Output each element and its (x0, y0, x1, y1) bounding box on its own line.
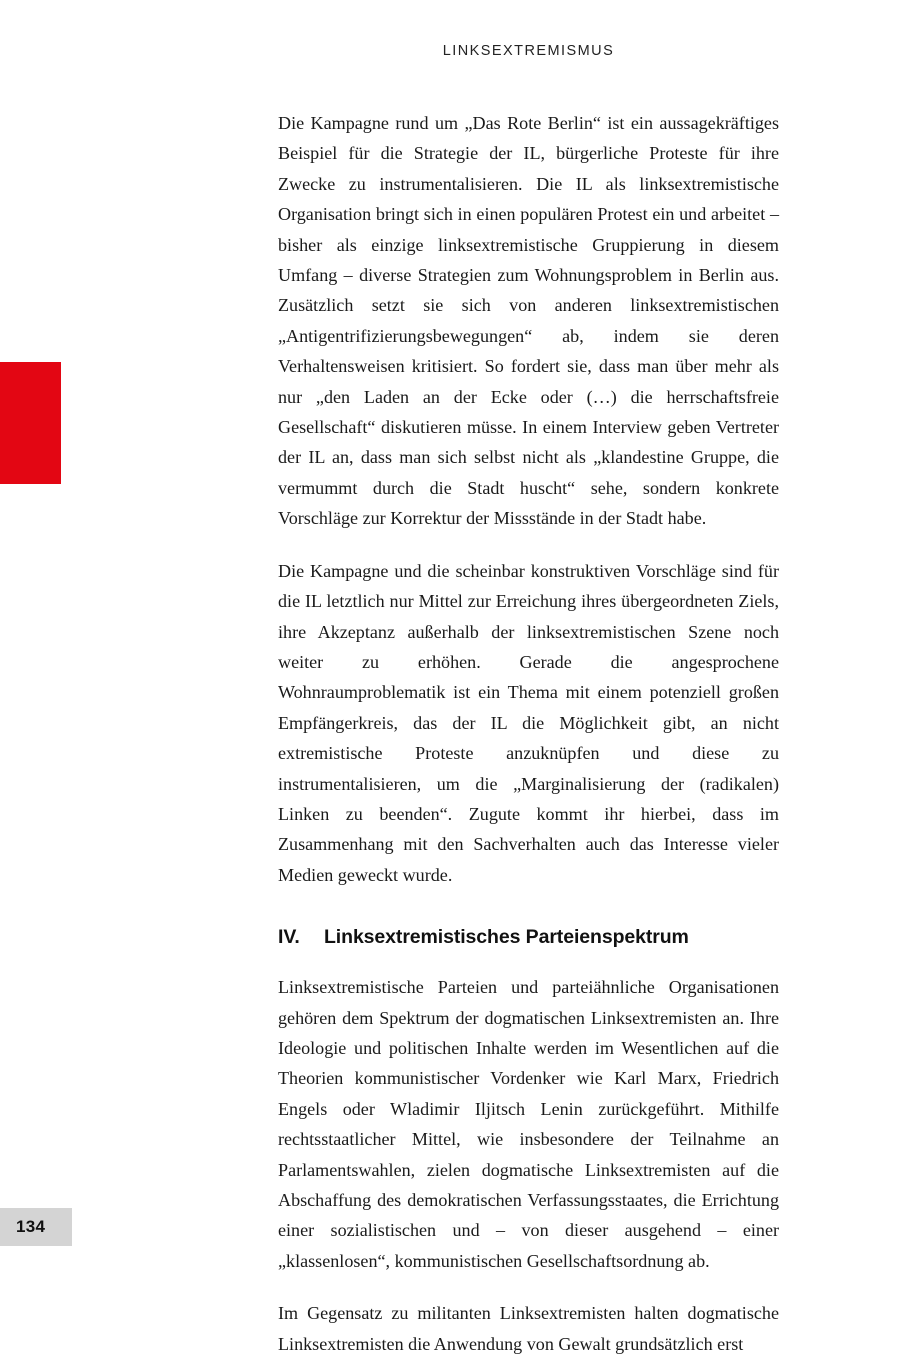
section-heading-numeral: IV. (278, 926, 300, 949)
paragraph-4: Im Gegensatz zu militanten Linksextremisten halten dogmatische Linksextremisten die Anwendung von Gewalt grundsätzlich erst (278, 1303, 779, 1354)
section-heading-title: Linksextremistisches Parteienspektrum (324, 926, 689, 949)
red-thumb-index-tab (0, 362, 61, 484)
section-heading (278, 924, 779, 950)
paragraph-2: Die Kampagne und die scheinbar konstruktiven Vorschläge sind für die IL letztlich nur Mittel zur Erreichung ihres übergeordneten Ziels, ihre Akzeptanz außerhalb der linksextremistischen Szene noch weiter zu erhöhen. Gerade die angesprochene Wohnraumproblematik ist ein Thema mit einem potenziell großen Empfängerkreis, das der IL die Möglichkeit gibt, an nicht extremistische Proteste anzuknüpfen und diese zu instrumentalisieren, um die „Marginalisierung der (radikalen) Linken zu beenden“. Zugute kommt ihr hierbei, dass im Zusammenhang mit den Sachverhalten auch das Interesse vieler Medien geweckt wurde. (278, 560, 779, 885)
paragraph-1: Die Kampagne rund um „Das Rote Berlin“ ist ein aussagekräftiges Beispiel für die Strategie der IL, bürgerliche Proteste für ihre Zwecke zu instrumentalisieren. Die IL als linksextremistische Organisation bringt sich in einen populären Protest ein und arbeitet – bisher als einzige linksextremistische Gruppierung in diesem Umfang – diverse Strategien zum Wohnungsproblem in Berlin aus. Zusätzlich setzt sie sich von anderen linksextremistischen „Antigentrifizierungsbewegungen“ ab, indem sie deren Verhaltensweisen kritisiert. So fordert sie, dass man über mehr als nur „den Laden an der Ecke oder (…) die herrschaftsfreie Gesellschaft“ diskutieren müsse. In einem Interview geben Vertreter der IL an, dass man sich selbst nicht als „klandestine Gruppe, die vermummt durch die Stadt huscht“ sehe, sondern konkrete Vorschläge zur Korrektur der Missstände in der Stadt habe. (278, 113, 779, 529)
running-head: LINKSEXTREMISMUS (442, 43, 615, 59)
page-number: 134 (16, 1217, 46, 1236)
paragraph-3: Linksextremistische Parteien und parteiähnliche Organisationen gehören dem Spektrum der dogmatischen Linksextremisten an. Ihre Ideologie und politischen Inhalte werden im Wesentlichen auf die Theorien kommunistischer Vordenker wie Karl Marx, Friedrich Engels oder Wladimir Iljitsch Lenin zurückgeführt. Mithilfe rechtsstaatlicher Mittel, wie insbesondere der Teilnahme an Parlamentswahlen, zielen dogmatische Linksextremisten auf die Abschaffung des demokratischen Verfassungsstaates, die Errichtung einer sozialistischen und – von dieser ausgehend – einer „klassenlosen“, kommunistischen Gesellschaftsordnung ab. (278, 977, 779, 1271)
text-column (278, 108, 779, 1359)
page-number-chip (0, 1208, 72, 1246)
